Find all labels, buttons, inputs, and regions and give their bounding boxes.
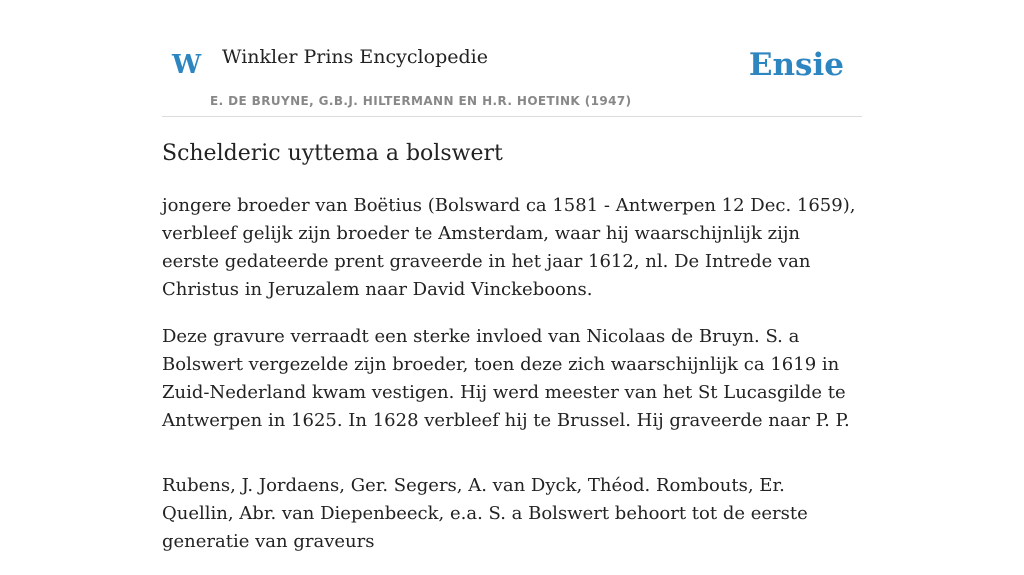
source-header	[162, 0, 862, 117]
winkler-prins-logo-icon[interactable]: W	[172, 50, 202, 80]
article-title: Schelderic uyttema a bolswert	[162, 141, 503, 166]
article-paragraph: jongere broeder van Boëtius (Bolsward ca 1581 - Antwerpen 12 Dec. 1659), verbleef gelijk zijn broeder te Amsterdam, waar hij waarschijnlijk zijn eerste gedateerde prent graveerde in het jaar 1612, nl. De Intrede van Christus in Jeruzalem naar David Vinckeboons.	[162, 195, 856, 300]
article-body	[162, 192, 862, 575]
ensie-logo-link[interactable]: Ensie	[748, 47, 844, 83]
source-title[interactable]: Winkler Prins Encyclopedie	[222, 46, 488, 68]
article-paragraph: Rubens, J. Jordaens, Ger. Segers, A. van Dyck, Théod. Rombouts, Er. Quellin, Abr. van Diepenbeeck, e.a. S. a Bolswert behoort tot de eerste generatie van graveurs	[162, 475, 808, 552]
article-paragraph: Deze gravure verraadt een sterke invloed van Nicolaas de Bruyn. S. a Bolswert vergezelde zijn broeder, toen deze zich waarschijnlijk ca 1619 in Zuid-Nederland kwam vestigen. Hij werd meester van het St Lucasgilde te Antwerpen in 1625. In 1628 verbleef hij te Brussel. Hij graveerde naar P. P.	[162, 326, 850, 431]
source-authors: E. DE BRUYNE, G.B.J. HILTERMANN EN H.R. HOETINK (1947)	[210, 94, 632, 108]
